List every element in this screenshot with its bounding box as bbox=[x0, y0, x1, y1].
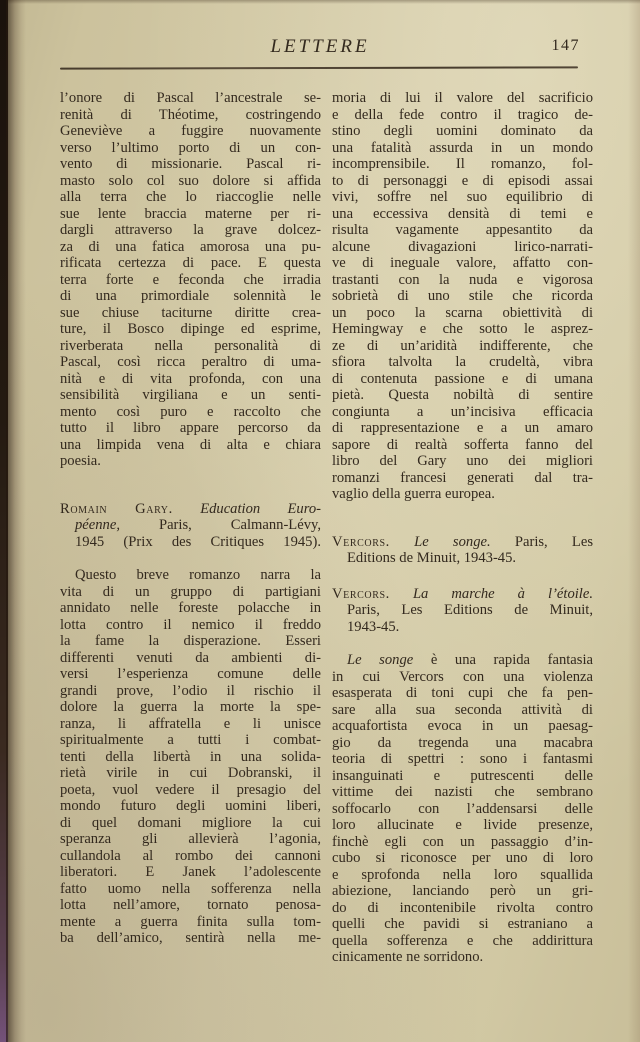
text-segment: za di una fatica amorosa una pu- bbox=[60, 238, 321, 255]
text-line bbox=[60, 567, 321, 584]
text-line bbox=[332, 652, 593, 669]
text-line bbox=[332, 272, 593, 289]
text-line bbox=[332, 255, 593, 272]
text-line bbox=[332, 140, 593, 157]
text-segment: trastanti con la nuda e vigorosa bbox=[332, 271, 593, 288]
text-line bbox=[60, 633, 321, 650]
text-segment: poesia. bbox=[60, 453, 101, 469]
text-line bbox=[60, 600, 321, 617]
text-line bbox=[332, 420, 593, 437]
text-segment: mondo futuro degli uomini liberi, bbox=[60, 798, 321, 814]
text-segment: di contenuta passione e di umana bbox=[332, 370, 593, 387]
text-line bbox=[60, 501, 321, 518]
text-segment: stino degli uomini dominato da bbox=[332, 123, 593, 139]
author-small-caps: Vercors. bbox=[332, 585, 390, 602]
text-segment: sfiora talvolta la crudeltà, vibra bbox=[332, 354, 593, 370]
text-segment: ture, il Bosco dipinge ed esprime, bbox=[60, 321, 321, 337]
text-segment: ve di ineguale valore, affatto con- bbox=[332, 255, 593, 271]
text-segment: vento di missionarie. Pascal ri- bbox=[60, 156, 321, 172]
text-segment: lotta contro il nemico il freddo bbox=[60, 616, 321, 633]
text-line bbox=[332, 850, 593, 867]
text-segment: riverberata nella personalità di bbox=[60, 337, 321, 354]
text-segment: grandi prove, l’odio il rischio il bbox=[60, 682, 321, 699]
text-line bbox=[60, 272, 321, 289]
text-segment: insanguinati e putrescenti delle bbox=[332, 767, 593, 784]
text-line bbox=[332, 702, 593, 719]
text-line bbox=[332, 156, 593, 173]
text-line bbox=[332, 834, 593, 851]
author-small-caps: Vercors. bbox=[332, 533, 390, 550]
text-line bbox=[60, 338, 321, 355]
text-segment: rietà virile in cui Dobranski, il bbox=[60, 765, 321, 781]
text-line bbox=[332, 354, 593, 371]
text-segment: 1945 (Prix des Critiques 1945). bbox=[75, 533, 321, 550]
text-segment: fatto uomo nella sofferenza nella bbox=[60, 880, 321, 897]
text-line bbox=[332, 900, 593, 917]
text-line bbox=[332, 288, 593, 305]
text-line bbox=[60, 420, 321, 437]
text-line bbox=[332, 90, 593, 107]
text-line bbox=[332, 735, 593, 752]
text-segment: liberatori. E Janek l’adolescente bbox=[60, 864, 321, 880]
text-segment: dargli attraverso la grave dolcez- bbox=[60, 222, 321, 238]
text-segment: vivi, soffre nel suo equilibrio di bbox=[332, 189, 593, 205]
text-segment: sue lente braccia materne per ri- bbox=[60, 205, 321, 222]
text-line bbox=[332, 867, 593, 884]
scan-right-edge-shadow bbox=[628, 0, 640, 1042]
text-segment: ranza, li affratella e li unisce bbox=[60, 715, 321, 732]
text-line bbox=[332, 206, 593, 223]
text-line bbox=[332, 534, 593, 551]
text-line bbox=[60, 897, 321, 914]
text-segment: differenti venuti da ambienti di- bbox=[60, 649, 321, 666]
text-segment: incomprensibile. Il romanzo, fol- bbox=[332, 156, 593, 172]
text-line bbox=[60, 798, 321, 815]
text-line bbox=[332, 453, 593, 470]
text-line bbox=[60, 288, 321, 305]
text-segment: loro allucinate e livide presenze, bbox=[332, 817, 593, 833]
text-segment: mente a guerra finita sulla tom- bbox=[60, 913, 321, 930]
text-line bbox=[60, 584, 321, 601]
text-line bbox=[60, 650, 321, 667]
text-segment: quella sofferenza e che addirittura bbox=[332, 932, 593, 949]
text-line bbox=[60, 140, 321, 157]
text-segment: la fame la disperazione. Esseri bbox=[60, 633, 321, 649]
text-segment: pietà. Questa nobiltà di sentire bbox=[332, 387, 593, 403]
text-segment: verso l’ultimo porto di un con- bbox=[60, 139, 321, 156]
book-title-italic: Le songe. bbox=[389, 533, 491, 550]
text-segment: lotta nell’amore, tornato penosa- bbox=[60, 897, 321, 913]
text-line bbox=[332, 173, 593, 190]
text-line bbox=[332, 107, 593, 124]
text-line bbox=[60, 782, 321, 799]
text-segment: esasperata di toni cupi che fa pen- bbox=[332, 685, 593, 701]
text-line bbox=[332, 338, 593, 355]
text-segment: abiezione, lanciando però un gri- bbox=[332, 883, 593, 899]
text-line bbox=[332, 437, 593, 454]
text-line bbox=[332, 949, 593, 966]
book-title-italic: Education Euro- bbox=[172, 500, 322, 517]
text-segment: una limpida vena di alta e chiara bbox=[60, 436, 321, 453]
text-line bbox=[332, 550, 593, 567]
text-line bbox=[60, 864, 321, 881]
text-line bbox=[332, 768, 593, 785]
text-line bbox=[60, 815, 321, 832]
text-segment: nità e di vita profonda, con una bbox=[60, 370, 321, 387]
text-line bbox=[332, 387, 593, 404]
text-segment: spiritualmente a tutti i combat- bbox=[60, 732, 321, 748]
text-line bbox=[332, 586, 593, 603]
text-line bbox=[332, 239, 593, 256]
book-title-italic: péenne, bbox=[75, 517, 120, 533]
text-line bbox=[60, 831, 321, 848]
text-line bbox=[60, 617, 321, 634]
text-segment: vaglio della guerra europea. bbox=[332, 486, 495, 502]
text-line bbox=[332, 669, 593, 686]
text-line bbox=[60, 305, 321, 322]
text-segment: to di personaggi e di episodi assai bbox=[332, 172, 593, 189]
text-segment: congiunta a un’incisiva efficacia bbox=[332, 403, 593, 420]
text-segment: un poco la scarna obiettività di bbox=[332, 304, 593, 321]
text-line bbox=[332, 470, 593, 487]
text-segment: teoria di spettri : sono i fantasmi bbox=[332, 751, 593, 767]
text-segment: masto solo col suo dolore si affida bbox=[60, 172, 321, 189]
text-line bbox=[332, 371, 593, 388]
left-column bbox=[60, 90, 321, 966]
text-segment: Geneviève a fuggire nuovamente bbox=[60, 123, 321, 139]
text-line bbox=[60, 189, 321, 206]
text-segment: mento così puro e raccolto che bbox=[60, 403, 321, 420]
text-segment: una fatalità assurda in un mondo bbox=[332, 139, 593, 156]
author-small-caps: Romain Gary. bbox=[60, 500, 173, 517]
text-line bbox=[60, 90, 321, 107]
text-segment: Questo breve romanzo narra la bbox=[75, 567, 321, 583]
text-segment: cullandola al rombo dei cannoni bbox=[60, 847, 321, 864]
text-columns bbox=[60, 90, 593, 966]
text-segment: Paris, Les Editions de Minuit, bbox=[347, 602, 593, 618]
text-line bbox=[60, 371, 321, 388]
text-line bbox=[60, 123, 321, 140]
text-segment: l’onore di Pascal l’ancestrale se- bbox=[60, 90, 321, 106]
text-segment: terra forte e feconda che irradia bbox=[60, 271, 321, 288]
scan-top-edge-shadow bbox=[0, 0, 640, 4]
text-line bbox=[332, 801, 593, 818]
text-segment: speranza gli allevierà l’agonia, bbox=[60, 831, 321, 847]
page-number: 147 bbox=[551, 37, 580, 54]
text-segment: dolore la guerra la morte la spe- bbox=[60, 699, 321, 715]
text-line bbox=[332, 305, 593, 322]
text-segment: in cui Vercors con una violenza bbox=[332, 668, 593, 685]
text-segment: renità di Théotime, costringendo bbox=[60, 106, 321, 123]
text-segment: alcune divagazioni lirico-narrati- bbox=[332, 238, 593, 255]
text-line bbox=[60, 699, 321, 716]
text-line bbox=[60, 765, 321, 782]
text-segment: annidato nelle foreste polacche in bbox=[60, 600, 321, 616]
text-line bbox=[332, 933, 593, 950]
text-segment: cubo si riconosce per uno di loro bbox=[332, 850, 593, 866]
text-segment: 1943-45. bbox=[347, 618, 400, 635]
text-line bbox=[60, 666, 321, 683]
text-line bbox=[60, 848, 321, 865]
text-line bbox=[60, 749, 321, 766]
text-line bbox=[60, 255, 321, 272]
text-segment: Editions de Minuit, 1943-45. bbox=[347, 550, 517, 566]
text-segment: sensibilità virgiliana e un senti- bbox=[60, 387, 321, 403]
text-segment: libro del Gary uno dei migliori bbox=[332, 453, 593, 469]
text-segment: di quel domani migliore la cui bbox=[60, 814, 321, 831]
text-line bbox=[60, 239, 321, 256]
text-segment: vittime dei nazisti che sembrano bbox=[332, 784, 593, 800]
text-line bbox=[60, 107, 321, 124]
text-segment: una eccessiva densità di temi e bbox=[332, 205, 593, 222]
text-line bbox=[332, 619, 593, 636]
text-line bbox=[60, 354, 321, 371]
text-segment: versi l’esperienza comune delle bbox=[60, 666, 321, 682]
text-segment: acquafortista evoca in un paesag- bbox=[332, 718, 593, 734]
text-line bbox=[60, 404, 321, 421]
text-segment: Hemingway e che sotto le asprez- bbox=[332, 321, 593, 337]
text-line bbox=[60, 881, 321, 898]
text-line bbox=[60, 387, 321, 404]
text-line bbox=[60, 534, 321, 551]
text-line bbox=[60, 914, 321, 931]
text-line bbox=[332, 486, 593, 503]
text-segment: quelli che pavidi si estraniano a bbox=[332, 916, 593, 932]
text-segment: cinicamente ne sorridono. bbox=[332, 949, 484, 965]
text-line bbox=[60, 173, 321, 190]
text-segment: rificata certezza di pace. E questa bbox=[60, 255, 321, 271]
text-line bbox=[332, 751, 593, 768]
text-segment: finchè egli con un passaggio d’in- bbox=[332, 833, 593, 850]
text-line bbox=[332, 916, 593, 933]
text-line bbox=[60, 453, 321, 470]
text-line bbox=[60, 222, 321, 239]
text-segment: moria di lui il valore del sacrificio bbox=[332, 90, 593, 106]
text-segment: tutto il libro appare percorso da bbox=[60, 420, 321, 436]
text-segment: vita di un gruppo di partigiani bbox=[60, 583, 321, 600]
text-segment: alla terra che lo riaccoglie nelle bbox=[60, 189, 321, 205]
text-line bbox=[60, 321, 321, 338]
book-title-italic: La marche à l’étoile. bbox=[389, 585, 593, 602]
text-segment: sare alla sua seconda attività di bbox=[332, 701, 593, 718]
text-line bbox=[60, 683, 321, 700]
right-column bbox=[332, 90, 593, 966]
text-line bbox=[60, 156, 321, 173]
text-line bbox=[332, 189, 593, 206]
text-line bbox=[332, 685, 593, 702]
text-segment: gio da tregenda una macabra bbox=[332, 734, 593, 751]
text-line bbox=[60, 930, 321, 947]
text-line bbox=[332, 817, 593, 834]
text-line bbox=[60, 517, 321, 534]
text-segment: soffocarlo con l’addensarsi delle bbox=[332, 800, 593, 817]
text-line bbox=[60, 206, 321, 223]
text-segment: do di incontenibile rivolta contro bbox=[332, 899, 593, 916]
text-line bbox=[332, 321, 593, 338]
text-line bbox=[60, 437, 321, 454]
text-segment: sobrietà di uno stile che ricorda bbox=[332, 288, 593, 304]
text-segment: e della fede contro il tragico de- bbox=[332, 106, 593, 123]
text-segment: poeta, vuol vedere il presagio del bbox=[60, 781, 321, 798]
text-segment: sue chiuse taciturne diritte crea- bbox=[60, 304, 321, 321]
text-line bbox=[332, 718, 593, 735]
binding-edge-shadow bbox=[6, 0, 26, 1042]
text-line bbox=[332, 602, 593, 619]
text-segment: di rappresentazione e a un amaro bbox=[332, 420, 593, 436]
text-segment: ba dell’amico, sentirà nella me- bbox=[60, 930, 321, 946]
text-line bbox=[332, 883, 593, 900]
text-segment: di una primordiale solennità le bbox=[60, 288, 321, 304]
text-line bbox=[332, 123, 593, 140]
text-segment: ze di un’aridità indifferente, che bbox=[332, 337, 593, 354]
text-line bbox=[332, 784, 593, 801]
book-title-italic: Le songe bbox=[347, 652, 414, 668]
text-segment: Paris, Les bbox=[490, 533, 593, 550]
text-segment: sapore di realtà sofferta fanno del bbox=[332, 436, 593, 453]
text-segment: risulta vagamente appesantito da bbox=[332, 222, 593, 238]
text-segment: e sprofonda nella loro squallida bbox=[332, 866, 593, 883]
text-line bbox=[60, 716, 321, 733]
text-line bbox=[60, 732, 321, 749]
text-line bbox=[332, 404, 593, 421]
text-line bbox=[332, 222, 593, 239]
text-segment: Paris, Calmann-Lévy, bbox=[119, 517, 321, 533]
text-segment: romanzi francesi generati dal tra- bbox=[332, 469, 593, 486]
page-header-title: LETTERE bbox=[270, 36, 370, 57]
text-segment: Pascal, così ricca peraltro di uma- bbox=[60, 354, 321, 370]
text-segment: è una rapida fantasia bbox=[413, 652, 593, 668]
text-segment: tenti della libertà in una solida- bbox=[60, 748, 321, 765]
header-rule bbox=[60, 66, 578, 69]
